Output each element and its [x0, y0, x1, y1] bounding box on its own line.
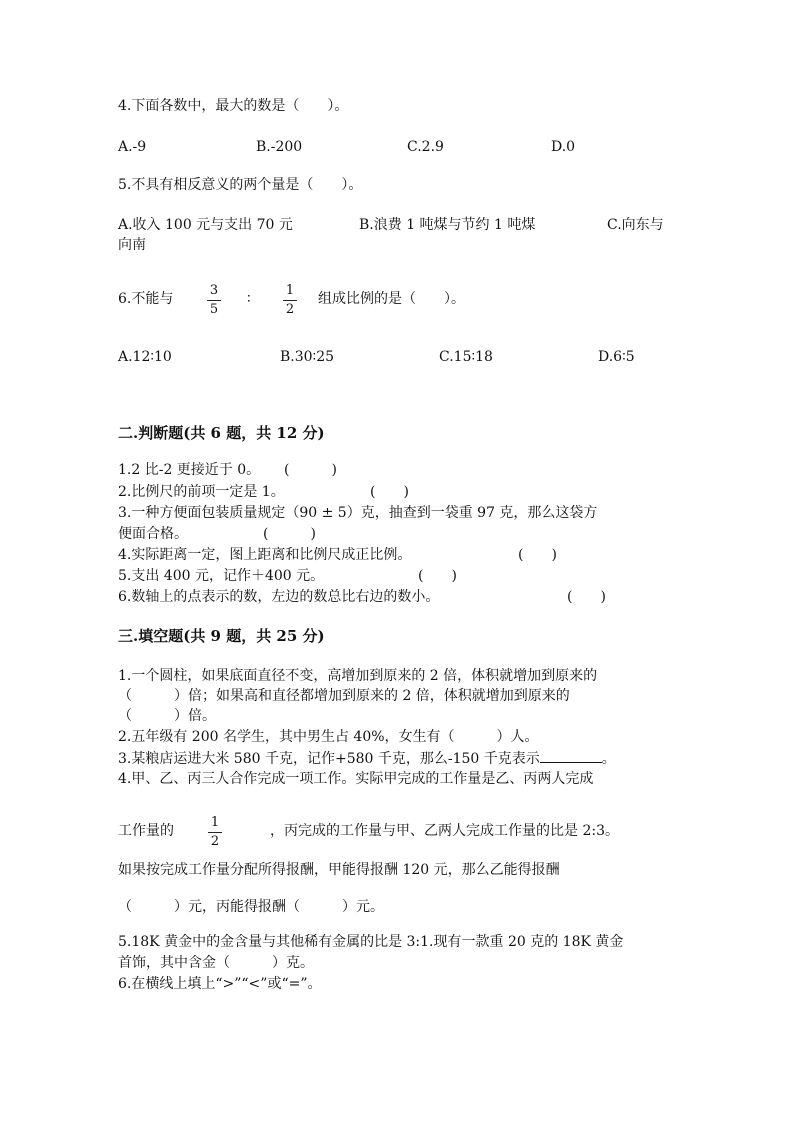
fill-q5-line1: 5.18K 黄金中的金含量与其他稀有金属的比是 3:1.现有一款重 20 克的 18K 黄金	[118, 934, 624, 950]
fill-q1-line3: （ ）倍。	[118, 708, 216, 724]
question-6-prefix: 6.不能与	[118, 291, 174, 307]
fraction-1-2	[280, 283, 300, 318]
fill-q2: 2.五年级有 200 名学生，其中男生占 40%，女生有（ ）人。	[118, 729, 539, 745]
q5-option-a: A.收入 100 元与支出 70 元	[118, 217, 293, 233]
fraction-denominator: 2	[285, 302, 295, 317]
fill-q3	[118, 748, 616, 769]
judge-item-2-paren: ( )	[370, 484, 409, 500]
fill-q4-line4: （ ）元，丙能得报酬（ ）元。	[118, 899, 384, 915]
fill-q1-line1: 1.一个圆柱，如果底面直径不变，高增加到原来的 2 倍，体积就增加到原来的	[118, 668, 598, 684]
q6-option-d: D.6∶5	[598, 349, 635, 365]
fraction-1-2-q4	[205, 815, 225, 850]
question-6-suffix: 组成比例的是（ ）。	[318, 291, 465, 307]
fraction-numerator: 3	[209, 283, 219, 298]
fill-q6: 6.在横线上填上“>”“<”或“=”。	[118, 976, 322, 992]
q6-option-b: B.30∶25	[280, 349, 335, 365]
q4-option-d: D.0	[551, 139, 576, 155]
judge-item-5: 5.支出 400 元，记作＋400 元。	[118, 568, 325, 584]
fill-q1-line2: （ ）倍；如果高和直径都增加到原来的 2 倍，体积就增加到原来的	[118, 688, 570, 704]
q4-option-b: B.-200	[256, 139, 303, 155]
fraction-numerator: 1	[210, 815, 220, 830]
fraction-denominator: 5	[209, 302, 219, 317]
fill-q4-line2-prefix: 工作量的	[118, 823, 174, 839]
fraction-3-5	[204, 283, 224, 318]
fill-q3-text: 3.某粮店运进大米 580 千克，记作+580 千克，那么-150 千克表示	[118, 751, 540, 767]
q5-option-c-continued: 向南	[118, 237, 146, 253]
judge-item-1: 1.2 比-2 更接近于 0。	[118, 462, 261, 478]
fill-q4-line2-suffix: ，丙完成的工作量与甲、乙两人完成工作量的比是 2:3。	[270, 823, 619, 839]
judge-item-3-line1: 3.一种方便面包装质量规定（90 ± 5）克，抽查到一袋重 97 克，那么这袋方	[118, 505, 598, 521]
q5-option-c: C.向东与	[607, 217, 664, 233]
fill-q5-line2: 首饰，其中含金（ ）克。	[118, 955, 314, 971]
q5-option-b: B.浪费 1 吨煤与节约 1 吨煤	[359, 217, 536, 233]
fill-q3-end: 。	[601, 751, 616, 767]
question-4-text: 4.下面各数中，最大的数是（ ）。	[118, 98, 349, 114]
judge-item-6-paren: ( )	[567, 589, 606, 605]
ratio-colon: ∶	[247, 291, 251, 307]
judge-item-5-paren: ( )	[418, 568, 457, 584]
judge-item-6: 6.数轴上的点表示的数，左边的数总比右边的数小。	[118, 589, 440, 605]
judge-item-2: 2.比例尺的前项一定是 1。	[118, 484, 285, 500]
fill-q3-answer-line[interactable]	[540, 748, 602, 763]
fraction-bar	[207, 300, 221, 301]
judge-item-3-paren: ( )	[263, 526, 316, 542]
judge-item-4: 4.实际距离一定，图上距离和比例尺成正比例。	[118, 547, 412, 563]
q4-option-a: A.-9	[118, 139, 147, 155]
fill-q4-line3: 如果按完成工作量分配所得报酬，甲能得报酬 120 元，那么乙能得报酬	[118, 862, 560, 878]
fraction-denominator: 2	[210, 834, 220, 849]
section-2-heading: 二.判断题(共 6 题，共 12 分)	[118, 424, 325, 442]
question-5-text: 5.不具有相反意义的两个量是（ ）。	[118, 177, 363, 193]
judge-item-1-paren: ( )	[284, 462, 337, 478]
q6-option-c: C.15∶18	[439, 349, 493, 365]
fraction-bar	[208, 832, 222, 833]
section-3-heading: 三.填空题(共 9 题，共 25 分)	[118, 627, 325, 645]
judge-item-4-paren: ( )	[518, 547, 557, 563]
fill-q4-line1: 4.甲、乙、丙三人合作完成一项工作。实际甲完成的工作量是乙、丙两人完成	[118, 771, 594, 787]
fraction-numerator: 1	[285, 283, 295, 298]
q4-option-c: C.2.9	[407, 139, 444, 155]
judge-item-3-line2: 便面合格。	[118, 526, 188, 542]
fraction-bar	[283, 300, 297, 301]
q6-option-a: A.12∶10	[118, 349, 172, 365]
